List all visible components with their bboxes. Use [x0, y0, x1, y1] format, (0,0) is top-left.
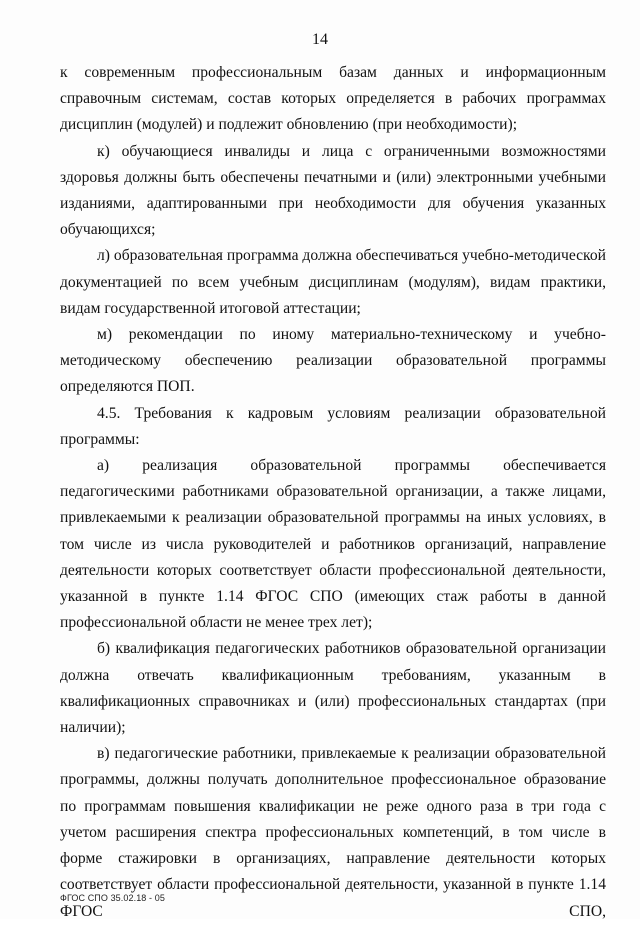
- paragraph-item-k: к) обучающиеся инвалиды и лица с ограниченными возможностями здоровья должны быть обеспечены печатными и (или) электронными учебными изданиями, адаптированными при необходимости для обучения указанных обучающихся;: [60, 142, 606, 239]
- section-heading-4-5: 4.5. Требования к кадровым условиям реализации образовательной программы:: [60, 404, 606, 448]
- paragraph-item-m: м) рекомендации по иному материально-техническому и учебно-методическому обеспечению реализации образовательной программы определяются ПОП.: [60, 326, 606, 396]
- paragraph-item-l: л) образовательная программа должна обеспечиваться учебно-методической документацией по всем учебным дисциплинам (модулям), видам практики, видам государственной итоговой аттестации;: [60, 247, 606, 317]
- paragraph-continuation: к современным профессиональным базам данных и информационным справочным системам, состав которых определяется в рабочих программах дисциплин (модулей) и подлежит обновлению (при необходимости);: [60, 64, 606, 134]
- page-number: 14: [312, 31, 328, 48]
- paragraph-item-v: в) педагогические работники, привлекаемые к реализации образовательной программы, должны получать дополнительное профессиональное образование по программам повышения квалификации не реже одного раза в три года с учетом расширения спектра профессиональных компетенций, в том числе в форме стажировки в организациях, направление деятельности которых соответствует области профессиональной деятельности, указанной в пункте 1.14 ФГОС СПО,: [60, 745, 606, 920]
- paragraph-item-b: б) квалификация педагогических работников образовательной организации должна отвечать квалификационным требованиям, указанным в квалификационных справочниках и (или) профессиональных стандартах (при наличии);: [60, 640, 606, 737]
- footer-document-code: ФГОС СПО 35.02.18 - 05: [60, 893, 165, 903]
- document-body: [60, 60, 606, 925]
- paragraph-item-a: а) реализация образовательной программы обеспечивается педагогическими работниками образовательной организации, а также лицами, привлекаемыми к реализации образовательной программы на иных условиях, в том числе из числа руководителей и работников организаций, направление деятельности которых соответствует области профессиональной деятельности, указанной в пункте 1.14 ФГОС СПО (имеющих стаж работы в данной профессиональной области не менее трех лет);: [60, 457, 606, 632]
